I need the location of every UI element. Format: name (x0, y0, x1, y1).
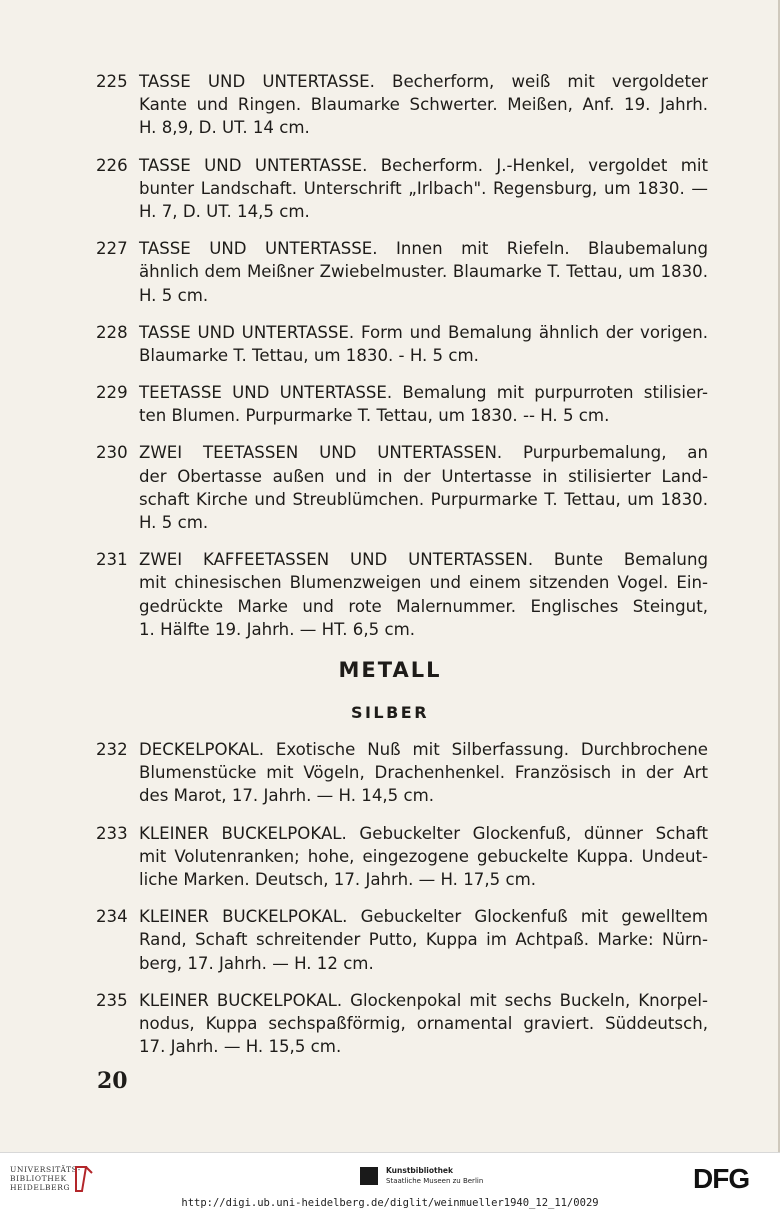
entry-line: mit chinesischen Blumenzweigen und einem sitzenden Vogel. Ein- (139, 573, 708, 593)
entry-line: H. 5 cm. (139, 285, 209, 305)
entry-line: Rand, Schaft schreitender Putto, Kuppa im Achtpaß. Marke: Nürn- (139, 930, 708, 950)
entry-line: 235 KLEINER BUCKELPOKAL. Glockenpokal mit sechs Buckeln, Knorpel- (96, 989, 708, 1012)
entry-line: 231 ZWEI KAFFEETASSEN UND UNTERTASSEN. Bunte Bemalung (96, 548, 708, 571)
entry-line: 228 TASSE UND UNTERTASSE. Form und Bemalung ähnlich der vorigen. (96, 321, 708, 344)
entry-number: 226 (96, 155, 128, 175)
entry-line: mit Volutenranken; hohe, eingezogene gebuckelte Kuppa. Undeut- (139, 846, 708, 866)
entry-number: 227 (96, 239, 128, 259)
source-url[interactable]: http://digi.ub.uni-heidelberg.de/diglit/weinmueller1940_12_11/0029 (181, 1197, 599, 1209)
entry-line: ähnlich dem Meißner Zwiebelmuster. Blaumarke T. Tettau, um 1830. (139, 262, 708, 282)
university-library-label: UNIVERSITÄTS- BIBLIOTHEK HEIDELBERG (10, 1165, 81, 1192)
entry-line: liche Marken. Deutsch, 17. Jahrh. — H. 17,5 cm. (139, 869, 537, 889)
entry-line: bunter Landschaft. Unterschrift „Irlbach". Regensburg, um 1830. — (139, 178, 708, 198)
entry-number: 232 (96, 740, 128, 759)
catalog-entry (96, 70, 708, 140)
entry-line: 226 TASSE UND UNTERTASSE. Becherform. J.-Henkel, vergoldet mit (96, 154, 708, 177)
entry-line: 225 TASSE UND UNTERTASSE. Becherform, weiß mit vergoldeter (96, 70, 708, 93)
catalog-entry (96, 237, 708, 307)
catalog-entry (96, 548, 708, 641)
entry-number: 228 (96, 322, 128, 342)
entry-number: 233 (96, 823, 128, 843)
catalog-entry (96, 738, 708, 808)
entry-number: 235 (96, 990, 128, 1010)
dfg-logo: DFG (693, 1163, 750, 1194)
entry-line: der Obertasse außen und in der Untertasse in stilisierter Land- (139, 466, 708, 486)
entry-number: 229 (96, 383, 128, 403)
entry-line: Blaumarke T. Tettau, um 1830. - H. 5 cm. (139, 345, 479, 365)
page-number: 20 (97, 1068, 128, 1094)
entry-list-silver (96, 738, 708, 1072)
catalog-entry (96, 321, 708, 367)
entry-line: 230 ZWEI TEETASSEN UND UNTERTASSEN. Purpurbemalung, an (96, 441, 708, 464)
entry-line: 233 KLEINER BUCKELPOKAL. Gebuckelter Glockenfuß, dünner Schaft (96, 822, 708, 845)
entry-line: 1. Hälfte 19. Jahrh. — HT. 6,5 cm. (139, 619, 416, 639)
entry-line: ten Blumen. Purpurmarke T. Tettau, um 1830. -- H. 5 cm. (139, 406, 610, 426)
entry-line: Kante und Ringen. Blaumarke Schwerter. Meißen, Anf. 19. Jahrh. (139, 95, 708, 115)
entry-line: 232 DECKELPOKAL. Exotische Nuß mit Silberfassung. Durchbrochene (96, 738, 708, 761)
entry-list-porcelain (96, 70, 708, 655)
catalog-entry (96, 441, 708, 534)
entry-line: H. 5 cm. (139, 513, 209, 532)
subsection-title: SILBER (350, 703, 430, 722)
kunstbibliothek-logo-icon (360, 1167, 378, 1185)
entry-line: 229 TEETASSE UND UNTERTASSE. Bemalung mit purpurroten stilisier- (96, 381, 708, 404)
entry-line: 227 TASSE UND UNTERTASSE. Innen mit Riefeln. Blaubemalung (96, 237, 708, 260)
entry-line: nodus, Kuppa sechspaßförmig, ornamental graviert. Süddeutsch, (139, 1013, 708, 1033)
entry-number: 231 (96, 550, 128, 570)
university-logo-icon (72, 1165, 94, 1193)
entry-line: Blumenstücke mit Vögeln, Drachenhenkel. Französisch in der Art (139, 763, 708, 783)
entry-number: 225 (96, 72, 128, 91)
catalog-entry (96, 905, 708, 975)
catalog-entry (96, 822, 708, 892)
entry-number: 230 (96, 443, 128, 463)
entry-line: des Marot, 17. Jahrh. — H. 14,5 cm. (139, 786, 435, 806)
entry-number: 234 (96, 907, 128, 927)
catalog-entry (96, 154, 708, 224)
entry-line: schaft Kirche und Streublümchen. Purpurmarke T. Tettau, um 1830. (139, 489, 708, 509)
entry-line: H. 7, D. UT. 14,5 cm. (139, 201, 310, 221)
section-title: METALL (338, 658, 442, 682)
entry-line: H. 8,9, D. UT. 14 cm. (139, 118, 310, 138)
entry-line: 234 KLEINER BUCKELPOKAL. Gebuckelter Glockenfuß mit gewelltem (96, 905, 708, 928)
catalog-entry (96, 989, 708, 1059)
entry-line: berg, 17. Jahrh. — H. 12 cm. (139, 953, 374, 973)
kunstbibliothek-label: Kunstbibliothek Staatliche Museen zu Berlin (386, 1166, 484, 1185)
entry-line: gedrückte Marke und rote Malernummer. Englisches Steingut, (139, 596, 708, 616)
catalog-entry (96, 381, 708, 427)
entry-line: 17. Jahrh. — H. 15,5 cm. (139, 1037, 342, 1057)
